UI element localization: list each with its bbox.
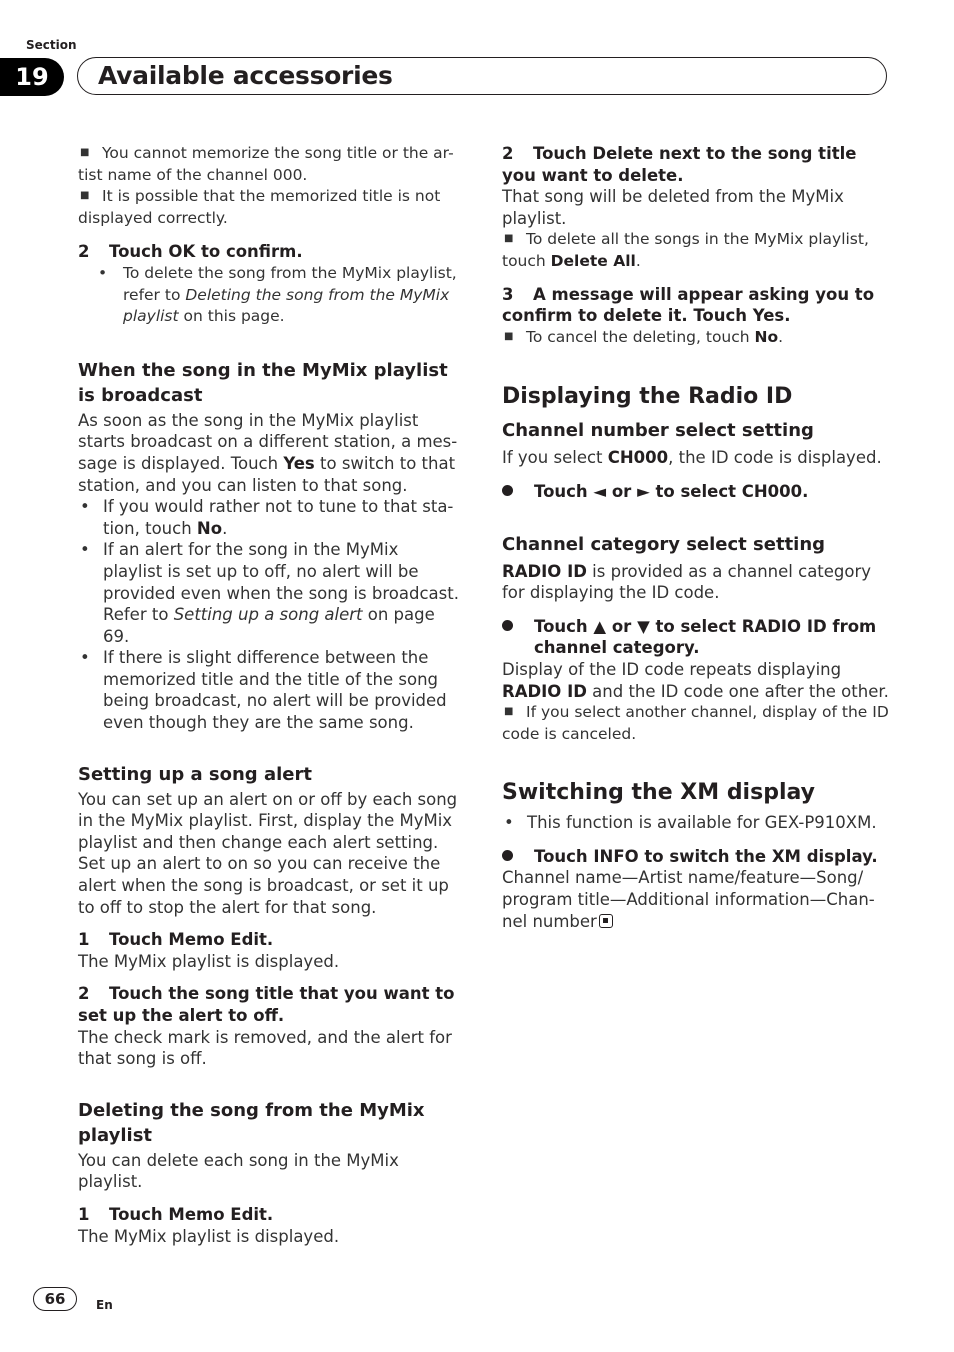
bullet-slight-difference: • If there is slight difference between the memorized title and the title of the song being broadcast, no alert will be provided even though they are the same song. [80, 648, 447, 733]
cross-reference-link[interactable]: Setting up a song alert [173, 605, 363, 625]
paragraph-alert: You can set up an alert on or off by each song in the MyMix playlist. First, display the MyMix playlist and then change each alert setting. Set up an alert to on so you can receive the alert when the song is broadcast, or set it up to off to stop the alert for that song. [78, 789, 458, 917]
bullet-alert-off: • If an alert for the song in the MyMix playlist is set up to off, no alert will be provided even when the song is broadcast. Refer to Setting up a song alert on page 69. [80, 540, 459, 646]
paragraph-channel-category: RADIO ID is provided as a channel category for displaying the ID code. [502, 561, 872, 603]
bullet-dot-icon: • [80, 648, 90, 668]
step-touch-ok: 2 Touch OK to confirm. [78, 242, 303, 262]
step-touch-info: Touch INFO to switch the XM display. [502, 846, 892, 868]
note-cancel-deleting: ■ To cancel the deleting, touch No. [504, 327, 784, 346]
circle-bullet-icon [502, 850, 513, 861]
bullet-dot-icon: • [80, 540, 90, 560]
section-label: Section [26, 38, 77, 52]
step-select-radio-id: Touch ▲ or ▼ to select RADIO ID from channel category. [502, 616, 892, 659]
square-bullet-icon: ■ [504, 233, 514, 245]
step-touch-memo-edit-2: 1 Touch Memo Edit. [78, 1204, 274, 1224]
step-select-ch000: Touch ◄ or ► to select CH000. [502, 481, 892, 503]
note-memorized-title-cont: displayed correctly. [78, 208, 228, 227]
note-memorized-title: ■ It is possible that the memorized title is not [80, 187, 441, 206]
cross-reference-link[interactable]: Deleting the song from the MyMix playlist [123, 285, 450, 326]
heading-switching-xm-display: Switching the XM display [502, 780, 815, 806]
result-xm-display-cycle: Channel name—Artist name/feature—Song/ program title—Additional information—Chan-nel number [502, 868, 875, 931]
square-bullet-icon: ■ [80, 190, 90, 202]
right-column [502, 143, 892, 932]
step-touch-memo-edit: 1 Touch Memo Edit. [78, 930, 274, 950]
page-number: 66 [33, 1287, 77, 1311]
bullet-dot-icon: • [504, 813, 514, 833]
square-bullet-icon: ■ [504, 706, 514, 718]
heading-song-broadcast: When the song in the MyMix playlist is broadcast [78, 359, 448, 406]
result-playlist-displayed-2: The MyMix playlist is displayed. [78, 1226, 340, 1246]
paragraph-channel-number: If you select CH000, the ID code is displayed. [502, 448, 882, 468]
square-bullet-icon: ■ [80, 147, 90, 158]
language-label: En [96, 1298, 113, 1312]
heading-channel-number: Channel number select setting [502, 420, 814, 442]
page-title: Available accessories [77, 57, 887, 95]
step-confirm-delete: 3 A message will appear asking you to confirm to delete it. Touch Yes. [502, 284, 875, 326]
bullet-delete-reference: • To delete the song from the MyMix playlist, refer to Deleting the song from the MyMix playlist on this page. [98, 263, 457, 326]
end-of-section-icon [599, 914, 613, 928]
heading-deleting-song: Deleting the song from the MyMix playlist [78, 1099, 425, 1146]
note-delete-all-cont: touch Delete All. [502, 251, 641, 270]
note-delete-all: ■ To delete all the songs in the MyMix playlist, [504, 230, 869, 249]
note-another-channel-cont: code is canceled. [502, 724, 637, 743]
note-cannot-memorize: ■ You cannot memorize the song title or the ar- [80, 144, 454, 162]
result-song-deleted: That song will be deleted from the MyMix playlist. [502, 187, 844, 228]
section-number: 19 [0, 58, 64, 96]
result-check-mark-removed: The check mark is removed, and the alert for that song is off. [78, 1027, 452, 1069]
paragraph-delete: You can delete each song in the MyMix playlist. [78, 1150, 399, 1192]
left-column [78, 143, 462, 1247]
note-another-channel: ■ If you select another channel, display of the ID [504, 703, 889, 722]
circle-bullet-icon [502, 485, 513, 496]
result-playlist-displayed: The MyMix playlist is displayed. [78, 951, 340, 971]
bullet-gex-p910xm: • This function is available for GEX-P910XM. [504, 813, 877, 833]
heading-displaying-radio-id: Displaying the Radio ID [502, 384, 793, 410]
circle-bullet-icon [502, 620, 513, 631]
note-cannot-memorize-cont: tist name of the channel 000. [78, 165, 308, 184]
paragraph-broadcast: As soon as the song in the MyMix playlist starts broadcast on a different station, a mes-sage is displayed. Touch Yes to switch to that station, and you can listen to that song. [78, 410, 458, 495]
heading-channel-category: Channel category select setting [502, 533, 826, 555]
heading-setting-up-alert: Setting up a song alert [78, 763, 312, 785]
step-touch-delete: 2 Touch Delete next to the song title you want to delete. [502, 144, 857, 185]
step-touch-song-title: 2 Touch the song title that you want to set up the alert to off. [78, 984, 455, 1025]
result-id-code-display: Display of the ID code repeats displaying RADIO ID and the ID code one after the other. [502, 659, 889, 701]
bullet-touch-no: • If you would rather not to tune to that sta-tion, touch No. [80, 497, 454, 538]
bullet-dot-icon: • [80, 497, 90, 517]
square-bullet-icon: ■ [504, 330, 514, 342]
bullet-dot-icon: • [98, 263, 108, 282]
